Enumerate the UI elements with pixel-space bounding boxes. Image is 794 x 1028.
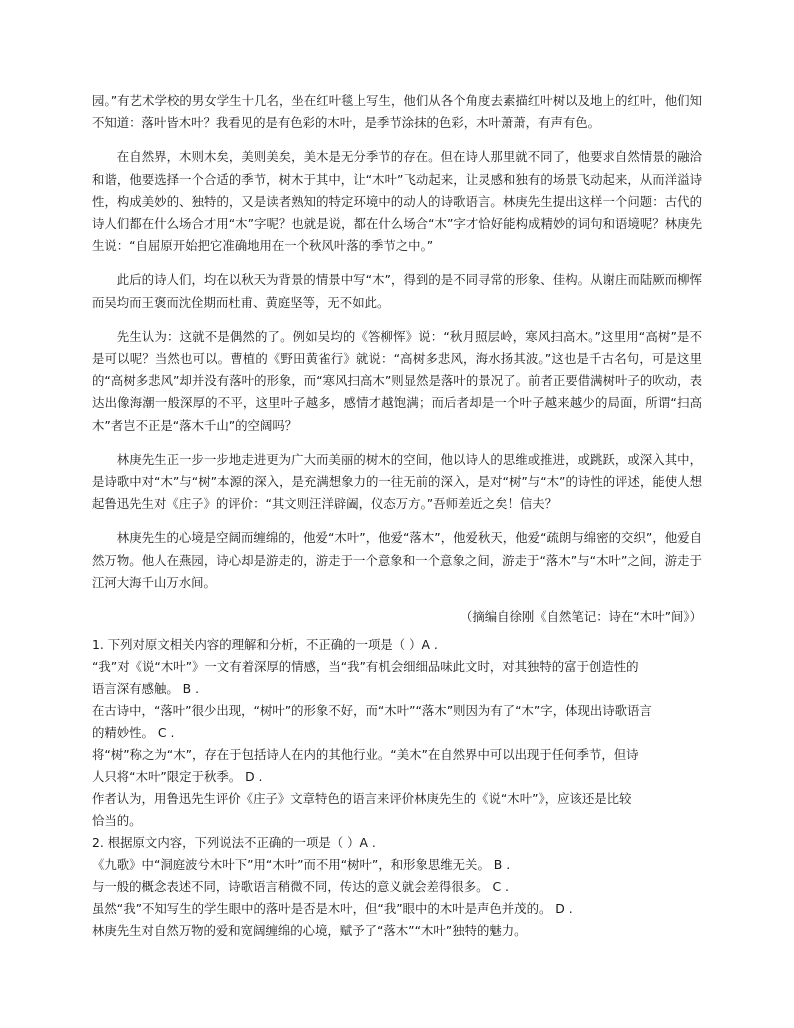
paragraph-3: 此后的诗人们，均在以秋天为背景的情景中写“木”，得到的是不同寻常的形象、佳构。从谢庄而陆厥而柳恽而吴均而王褒而沈佺期而杜甫、黄庭坚等，无不如此。: [92, 272, 702, 310]
question-1-option-c-line-2: 人只将“木叶”限定于秋季。 D .: [92, 769, 263, 785]
question-1-option-d-line-1: 作者认为，用鲁迅先生评价《庄子》文章特色的语言来评价林庚先生的《说“木叶”》，应该还是比较: [92, 791, 632, 807]
paragraph-6: 林庚先生的心境是空阔而缠绵的，他爱“木叶”，他爱“落木”，他爱秋天，他爱“疏朗与绵密的交织”，他爱自然万物。他人在燕园，诗心却是游走的，游走于一个意象和一个意象之间，游走于“落木”与“木叶”之间，游走于江河大海千山万水间。: [92, 530, 702, 590]
question-1-option-c-line-1: 将“树”称之为“木”，存在于包括诗人在内的其他行业。“美木”在自然界中可以出现于任何季节，但诗: [92, 747, 639, 763]
question-1-stem: 1. 下列对原文相关内容的理解和分析，不正确的一项是（ ）A .: [92, 637, 438, 653]
question-2-option-d: 林庚先生对自然万物的爱和宽阔缠绵的心境，赋予了“落木”“木叶”独特的魅力。: [92, 923, 527, 939]
paragraph-1: 园。”有艺术学校的男女学生十几名，坐在红叶毯上写生，他们从各个角度去素描红叶树以及地上的红叶，他们知不知道：落叶皆木叶？我看见的是有色彩的木叶，是季节涂抹的色彩，木叶萧萧，有声有色。: [92, 93, 702, 131]
question-2-stem: 2. 根据原文内容，下列说法不正确的一项是（ ）A .: [92, 835, 376, 851]
question-2-option-b: 与一般的概念表述不同，诗歌语言稍微不同，传达的意义就会差得很多。 C .: [92, 879, 509, 895]
paragraph-5: 林庚先生正一步一步地走进更为广大而美丽的树木的空间，他以诗人的思维或推进，或跳跃，或深入其中，是诗歌中对“木”与“树”本源的深入，是充满想象力的一往无前的深入，是对“树”与“木”的诗性的评述，能使人想起鲁迅先生对《庄子》的评价：“其文则汪洋辟阖，仪态万方。”吾师差近之矣！信夫？: [92, 451, 702, 512]
paragraph-4: 先生认为：这就不是偶然的了。例如吴均的《答柳恽》说：“秋月照层岭，寒风扫高木。”这里用“高树”是不是可以呢？当然也可以。曹植的《野田黄雀行》就说：“高树多悲风，海水扬其波。”这也是千古名句，可是这里的“高树多悲风”却并没有落叶的形象，而“寒风扫高木”则显然是落叶的景况了。前者正要借满树叶子的吹动，表达出像海潮一般深厚的不平，这里叶子越多，感情才越饱满；而后者却是一个叶子越来越少的局面，所谓“扫高木”者岂不正是“落木千山”的空阔吗？: [92, 328, 702, 433]
document-page: [92, 90, 702, 942]
question-1-option-a-line-2: 语言深有感触。 B .: [92, 681, 200, 697]
question-1-option-a-line-1: “我”对《说“木叶”》一文有着深厚的情感，当“我”有机会细细品味此文时，对其独特的富于创造性的: [92, 659, 639, 675]
source-citation: （摘编自徐刚《自然笔记：诗在“木叶”间》）: [459, 609, 702, 625]
question-1-option-b-line-2: 的精妙性。 C .: [92, 725, 175, 741]
question-2-option-a: 《九歌》中“洞庭波兮木叶下”用“木叶”而不用“树叶”，和形象思维无关。 B .: [92, 857, 511, 873]
question-1-option-d-line-2: 恰当的。: [92, 813, 142, 829]
question-2-option-c: 虽然“我”不知写生的学生眼中的落叶是否是木叶，但“我”眼中的木叶是声色并茂的。 D .: [92, 901, 573, 917]
question-1-option-b-line-1: 在古诗中，“落叶”很少出现，“树叶”的形象不好，而“木叶”“落木”则因为有了“木”字，体现出诗歌语言: [92, 703, 652, 719]
paragraph-2: 在自然界，木则木矣，美则美矣，美木是无分季节的存在。但在诗人那里就不同了，他要求自然情景的融洽和谐，他要选择一个合适的季节，树木于其中，让“木叶”飞动起来，让灵感和独有的场景飞动起来，从而洋溢诗性，构成美妙的、独特的，又是读者熟知的特定环境中的动人的诗歌语言。林庚先生提出这样一个问题：古代的诗人们都在什么场合才用“木”字呢？也就是说，都在什么场合“木”字才恰好能构成精妙的词句和语境呢？林庚先生说：“自屈原开始把它准确地用在一个秋风叶落的季节之中。”: [92, 149, 702, 254]
questions: [92, 634, 702, 942]
